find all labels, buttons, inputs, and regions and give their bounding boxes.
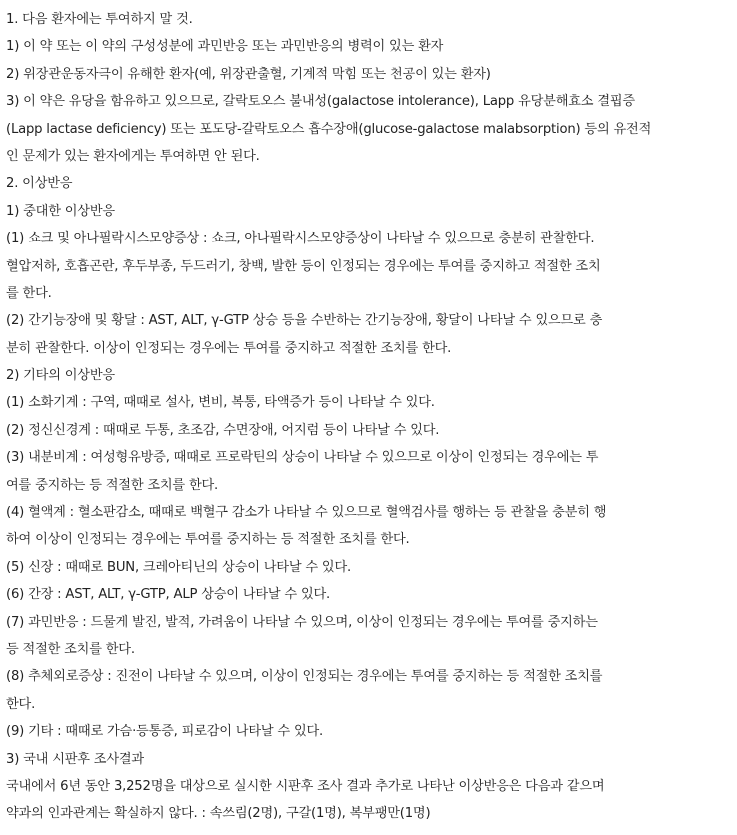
serious-item-2-line-2: 분히 관찰한다. 이상이 인정되는 경우에는 투여를 중지하고 적절한 조치를 한다.	[6, 340, 452, 356]
section-heading-adverse-reactions: 2. 이상반응	[6, 176, 73, 192]
section-heading-contraindications: 1. 다음 환자에는 투여하지 말 것.	[6, 12, 193, 27]
serious-item-1-line-3: 를 한다.	[6, 285, 52, 301]
other-item-endocrine-line-1: (3) 내분비계 : 여성형유방증, 때때로 프로락틴의 상승이 나타날 수 있으므로 이상이 인정되는 경우에는 투	[6, 450, 599, 466]
other-item-liver: (6) 간장 : AST, ALT, γ-GTP, ALP 상승이 나타날 수 있다.	[6, 587, 331, 603]
subheading-serious-adverse-reactions: 1) 중대한 이상반응	[6, 203, 115, 219]
other-item-extrapyramidal-line-1: (8) 추체외로증상 : 진전이 나타날 수 있으며, 이상이 인정되는 경우에는 투여를 중지하는 등 적절한 조치를	[6, 669, 603, 685]
other-item-kidney: (5) 신장 : 때때로 BUN, 크레아티닌의 상승이 나타날 수 있다.	[6, 559, 351, 575]
contraindication-item-1: 1) 이 약 또는 이 약의 구성성분에 과민반응 또는 과민반응의 병력이 있는 환자	[6, 39, 444, 55]
contraindication-item-2: 2) 위장관운동자극이 유해한 환자(예, 위장관출혈, 기계적 막힘 또는 천공이 있는 환자)	[6, 66, 491, 82]
other-item-extrapyramidal-line-2: 한다.	[6, 696, 36, 712]
other-item-blood-line-2: 하여 이상이 인정되는 경우에는 투여를 중지하는 등 적절한 조치를 한다.	[6, 532, 410, 548]
other-item-misc: (9) 기타 : 때때로 가슴·등통증, 피로감이 나타날 수 있다.	[6, 724, 324, 740]
other-item-blood-line-1: (4) 혈액계 : 혈소판감소, 때때로 백혈구 감소가 나타날 수 있으므로 혈액검사를 행하는 등 관찰을 충분히 행	[6, 505, 607, 521]
other-item-hypersensitivity-line-2: 등 적절한 조치를 한다.	[6, 641, 135, 657]
contraindication-item-3-line-3: 인 문제가 있는 환자에게는 투여하면 안 된다.	[6, 148, 260, 164]
other-item-hypersensitivity-line-1: (7) 과민반응 : 드물게 발진, 발적, 가려움이 나타날 수 있으며, 이상이 인정되는 경우에는 투여를 중지하는	[6, 614, 598, 630]
contraindication-item-3-line-2: (Lapp lactase deficiency) 또는 포도당-갈락토오스 흡수장애(glucose-galactose malabsorption) 등의 유전적	[6, 121, 652, 137]
subheading-other-adverse-reactions: 2) 기타의 이상반응	[6, 368, 115, 384]
postmarketing-text-line-1: 국내에서 6년 동안 3,252명을 대상으로 실시한 시판후 조사 결과 추가로 나타난 이상반응은 다음과 같으며	[6, 778, 605, 794]
contraindication-item-3-line-1: 3) 이 약은 유당을 함유하고 있으므로, 갈락토오스 불내성(galactose intolerance), Lapp 유당분해효소 결핍증	[6, 94, 635, 110]
serious-item-1-line-2: 혈압저하, 호흡곤란, 후두부종, 두드러기, 창백, 발한 등이 인정되는 경우에는 투여를 중지하고 적절한 조치	[6, 258, 601, 274]
other-item-endocrine-line-2: 여를 중지하는 등 적절한 조치를 한다.	[6, 477, 219, 493]
other-item-neuro: (2) 정신신경계 : 때때로 두통, 초조감, 수면장애, 어지럼 등이 나타날 수 있다.	[6, 422, 440, 438]
other-item-digestive: (1) 소화기계 : 구역, 때때로 설사, 변비, 복통, 타액증가 등이 나타날 수 있다.	[6, 395, 435, 411]
document-body	[6, 6, 731, 828]
postmarketing-text-line-2: 약과의 인과관계는 확실하지 않다. : 속쓰림(2명), 구갈(1명), 복부팽만(1명)	[6, 806, 431, 822]
serious-item-2-line-1: (2) 간기능장애 및 황달 : AST, ALT, γ-GTP 상승 등을 수반하는 간기능장애, 황달이 나타날 수 있으므로 충	[6, 313, 603, 329]
subheading-postmarketing-survey: 3) 국내 시판후 조사결과	[6, 751, 144, 767]
serious-item-1-line-1: (1) 쇼크 및 아나필락시스모양증상 : 쇼크, 아나필락시스모양증상이 나타날 수 있으므로 충분히 관찰한다.	[6, 231, 595, 247]
